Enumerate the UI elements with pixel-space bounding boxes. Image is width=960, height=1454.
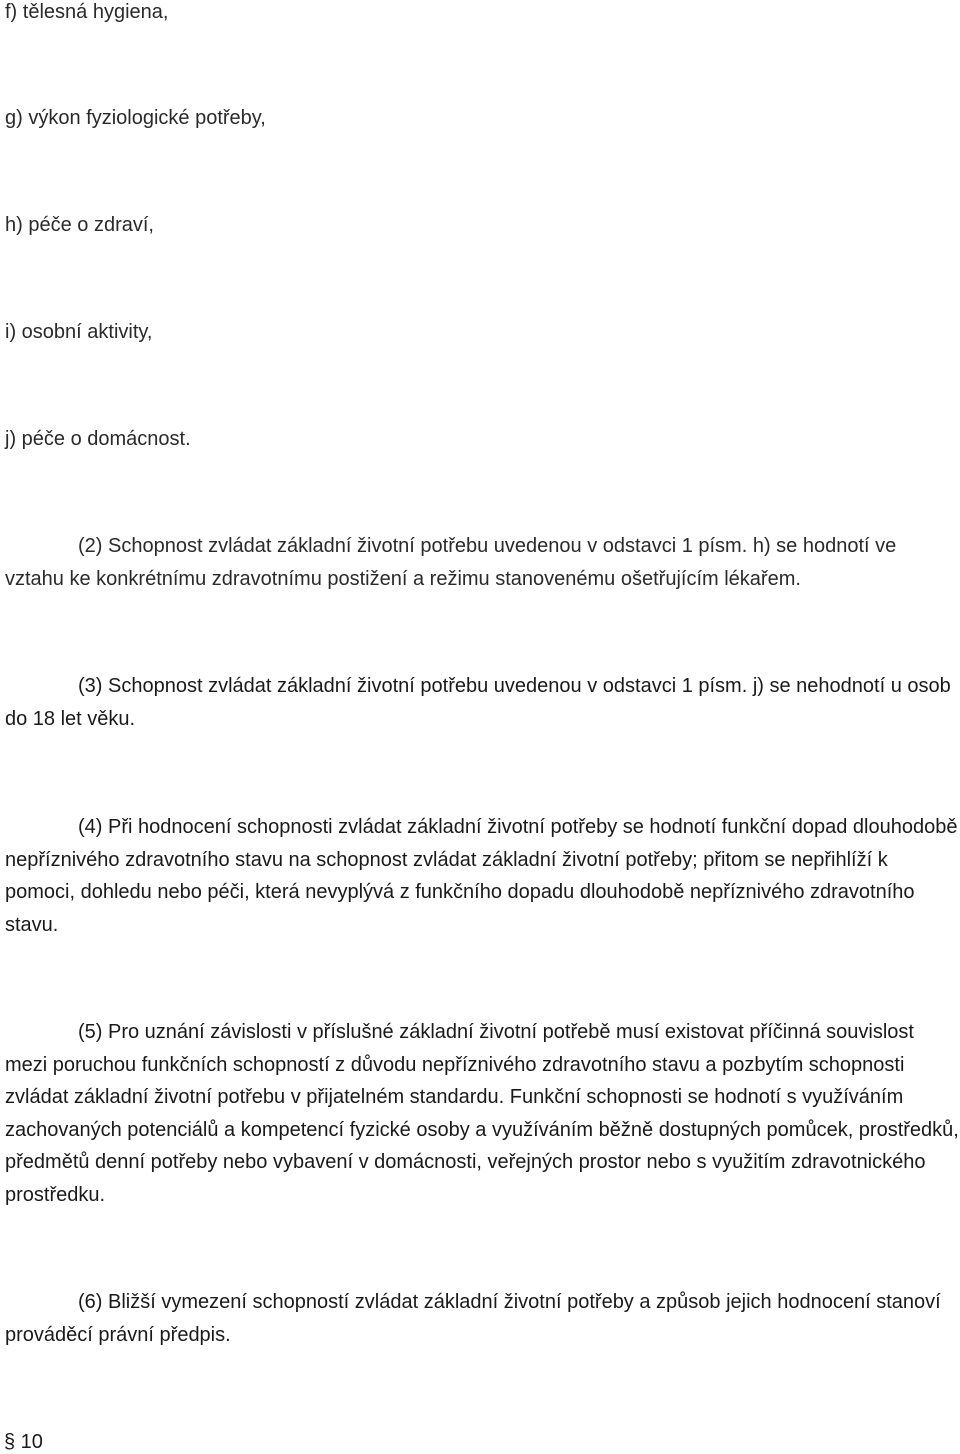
list-item-j: j) péče o domácnost. (5, 428, 191, 450)
paragraph-6: (6) Bližší vymezení schopností zvládat základní životní potřeby a způsob jejich hodnocení stanoví prováděcí právní předpis. (5, 1291, 941, 1346)
paragraph-4: (4) Při hodnocení schopnosti zvládat základní životní potřeby se hodnotí funkční dopad dlouhodobě nepříznivého zdravotního stavu na schopnost zvládat základní životní potřeby; přitom se nepřihlíží k pomoci, dohledu nebo péči, která nevyplývá z funkčního dopadu dlouhodobě nepříznivého zdravotního stavu. (5, 816, 958, 936)
paragraph-2: (2) Schopnost zvládat základní životní potřebu uvedenou v odstavci 1 písm. h) se hodnotí ve vztahu ke konkrétnímu zdravotnímu postižení a režimu stanovenému ošetřujícím lékařem. (5, 535, 897, 590)
list-item-h: h) péče o zdraví, (5, 214, 154, 236)
paragraph-3: (3) Schopnost zvládat základní životní potřebu uvedenou v odstavci 1 písm. j) se nehodnotí u osob do 18 let věku. (5, 675, 951, 730)
paragraph-5: (5) Pro uznání závislosti v příslušné základní životní potřebě musí existovat příčinná souvislost mezi poruchou funkčních schopností z důvodu nepříznivého zdravotního stavu a pozbytím schopnosti zvládat základní životní potřebu v přijatelném standardu. Funkční schopnosti se hodnotí s využíváním zachovaných potenciálů a kompetencí fyzické osoby a využíváním běžně dostupných pomůcek, prostředků, předmětů denní potřeby nebo vybavení v domácnosti, veřejných prostor nebo s využitím zdravotnického prostředku. (5, 1021, 959, 1206)
section-heading: § 10 (4, 1431, 43, 1453)
list-item-i: i) osobní aktivity, (5, 321, 153, 343)
list-item-f: f) tělesná hygiena, (5, 1, 169, 23)
list-item-g: g) výkon fyziologické potřeby, (5, 107, 266, 129)
